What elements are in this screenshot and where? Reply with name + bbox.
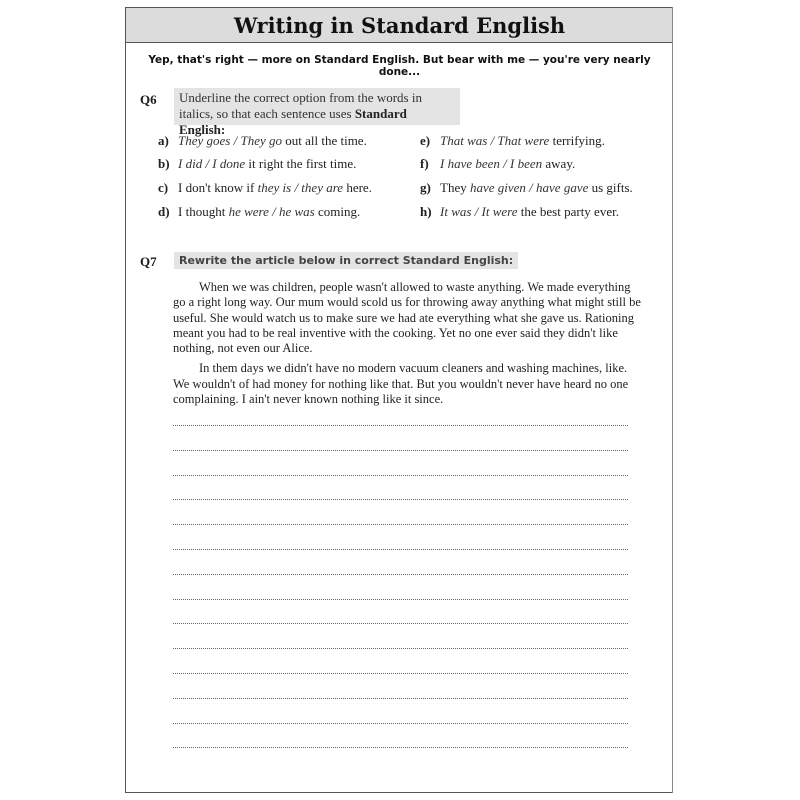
answer-line[interactable] <box>173 723 628 724</box>
q6-instruction-italics: italics <box>179 106 211 121</box>
q6-options-d[interactable]: he were / he was <box>228 204 315 219</box>
q6-item-h: h) It was / It were the best party ever. <box>420 204 619 219</box>
answer-line[interactable] <box>173 450 628 451</box>
q6-options-f[interactable]: I have been / I been <box>440 156 543 171</box>
question-6-instruction <box>174 88 460 137</box>
q6-options-b[interactable]: I did / I done <box>178 156 246 171</box>
q6-item-f: f) I have been / I been away. <box>420 156 576 171</box>
q6-item-b: b) I did / I done it right the first time. <box>158 156 357 171</box>
answer-line[interactable] <box>173 549 628 550</box>
page-subtitle: Yep, that's right — more on Standard English. But bear with me — you're very nearly done... <box>148 54 651 78</box>
answer-line[interactable] <box>173 673 628 674</box>
answer-line[interactable] <box>173 574 628 575</box>
q6-options-e[interactable]: That was / That were <box>440 133 550 148</box>
answer-line[interactable] <box>173 698 628 699</box>
answer-line[interactable] <box>173 475 628 476</box>
q6-options-h[interactable]: It was / It were <box>440 204 518 219</box>
q6-options-a[interactable]: They goes / They go <box>178 133 282 148</box>
q6-item-c: c) I don't know if they is / they are here. <box>158 180 372 195</box>
page-title: Writing in Standard English <box>233 13 566 38</box>
title-bar <box>126 8 673 43</box>
answer-line[interactable] <box>173 648 628 649</box>
question-7-instruction: Rewrite the article below in correct Standard English: <box>174 252 518 269</box>
page-edge <box>672 7 673 793</box>
article-text <box>173 280 643 407</box>
q6-instruction-line-1: Underline the correct option from the words in <box>179 90 422 105</box>
answer-line[interactable] <box>173 623 628 624</box>
q6-options-g[interactable]: have given / have gave <box>469 180 589 195</box>
q6-item-e: e) That was / That were terrifying. <box>420 133 605 148</box>
question-7-number: Q7 <box>140 254 157 269</box>
q6-options-c[interactable]: they is / they are <box>257 180 344 195</box>
q6-item-d: d) I thought he were / he was coming. <box>158 204 361 219</box>
answer-line[interactable] <box>173 425 628 426</box>
q6-instruction-standard: Standard English: <box>179 106 407 137</box>
question-6-number: Q6 <box>140 92 157 107</box>
q6-item-g: g) They have given / have gave us gifts. <box>420 180 633 195</box>
article-paragraph-2: In them days we didn't have no modern vacuum cleaners and washing machines, like. We wouldn't of had money for nothing like that. But you wouldn't never have heard no one complaining. I ain't never known nothing like it since. <box>173 361 629 407</box>
answer-line[interactable] <box>173 747 628 748</box>
article-paragraph-1: When we was children, people wasn't allowed to waste anything. We made everything go a right long way. Our mum would scold us for throwing away anything what might still be useful. She would watch us to make sure we had ate everything what she gave us. Rationing meant you had to be real inventive with the cooking. Yet no one ever said they didn't like nothing, not even our Alice. <box>173 280 641 356</box>
answer-line[interactable] <box>173 599 628 600</box>
q6-item-a: a) They goes / They go out all the time. <box>158 133 367 148</box>
answer-line[interactable] <box>173 499 628 500</box>
answer-line[interactable] <box>173 524 628 525</box>
q6-instruction-mid: , so that each sentence uses <box>210 106 355 121</box>
